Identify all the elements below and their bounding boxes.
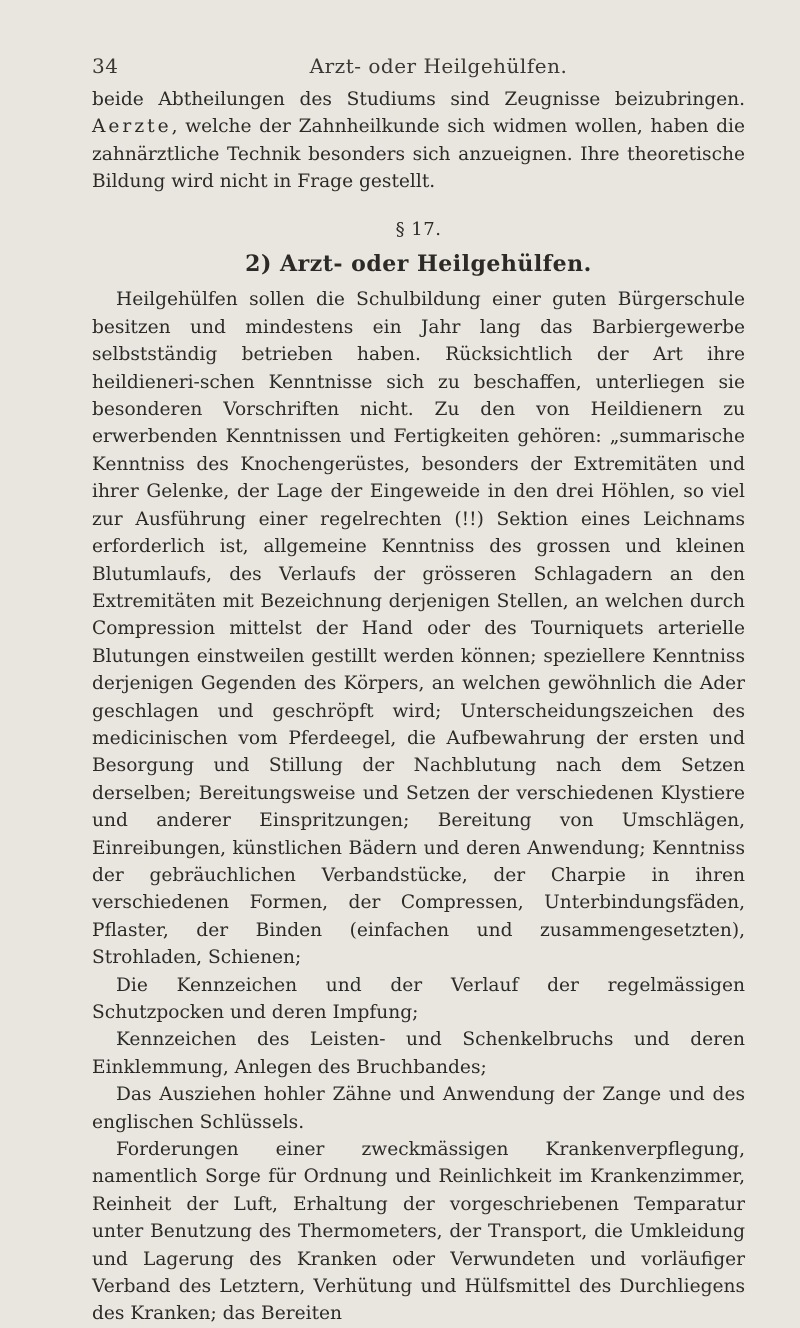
paragraph: Kennzeichen des Leisten- und Schenkelbruchs und deren Einklemmung, Anlegen des Bruchbandes; (92, 1029, 745, 1078)
section-mark: § 17. (395, 218, 442, 240)
intro-text-end: , welche der Zahnheilkunde sich widmen wollen, haben die zahnärztliche Technik besonders sich anzueignen. Ihre theoretische Bildung wird nicht in Frage gestellt. (92, 116, 745, 193)
emphasized-word: Aerzte (92, 116, 172, 138)
intro-text-start: beide Abtheilungen des Studiums sind Zeugnisse beizubringen. (92, 89, 745, 110)
section-title: 2) Arzt- oder Heilgehülfen. (245, 251, 592, 278)
paragraph: Das Ausziehen hohler Zähne und Anwendung der Zange und des englischen Schlüssels. (92, 1084, 745, 1133)
intro-paragraph (92, 86, 745, 196)
page-number: 34 (92, 54, 119, 78)
paragraph: Heilgehülfen sollen die Schulbildung einer guten Bürgerschule besitzen und mindestens ein Jahr lang das Barbiergewerbe selbstständig betrieben haben. Rücksichtlich der Art ihre heildieneri-schen Kenntnisse sich zu beschaffen, unterliegen sie besonderen Vorschriften nicht. Zu den von Heildienern zu erwerbenden Kenntnissen und Fertigkeiten gehören: „summarische Kenntniss des Knochengerüstes, besonders der Extremitäten und ihrer Gelenke, der Lage der Eingeweide in den drei Höhlen, so viel zur Ausführung einer regelrechten (!!) Sektion eines Leichnams erforderlich ist, allgemeine Kenntniss des grossen und kleinen Blutumlaufs, des Verlaufs der grösseren Schlagadern an den Extremitäten mit Bezeichnung derjenigen Stellen, an welchen durch Compression mittelst der Hand oder des Tourniquets arterielle Blutungen einstweilen gestillt werden können; speziellere Kenntniss derjenigen Gegenden des Körpers, an welchen gewöhnlich die Ader geschlagen und geschröpft wird; Unterscheidungszeichen des medicinischen vom Pferdeegel, die Aufbewahrung der ersten und Besorgung und Stillung der Nachblutung nach dem Setzen derselben; Bereitungsweise und Setzen der verschiedenen Klystiere und anderer Einspritzungen; Bereitung von Umschlägen, Einreibungen, künstlichen Bädern und deren Anwendung; Kenntniss der gebräuchlichen Verbandstücke, der Charpie in ihren verschiedenen Formen, der Compressen, Unterbindungsfäden, Pflaster, der Binden (einfachen und zusammengesetzten), Strohladen, Schienen; (92, 289, 745, 969)
running-head (92, 54, 745, 86)
paragraph: Die Kennzeichen und der Verlauf der regelmässigen Schutzpocken und deren Impfung; (92, 974, 745, 1023)
paragraph: Forderungen einer zweckmässigen Krankenverpflegung, namentlich Sorge für Ordnung und Reinlichkeit im Krankenzimmer, Reinheit der Luft, Erhaltung der vorgeschriebenen Temparatur unter Benutzung des Thermometers, der Transport, die Umkleidung und Lagerung des Kranken oder Verwundeten und vorläufiger Verband des Letztern, Verhütung und Hülfsmittel des Durchliegens des Kranken; das Bereiten (92, 1139, 745, 1325)
running-title: Arzt- oder Heilgehülfen. (309, 54, 568, 78)
body-text (92, 86, 745, 1328)
